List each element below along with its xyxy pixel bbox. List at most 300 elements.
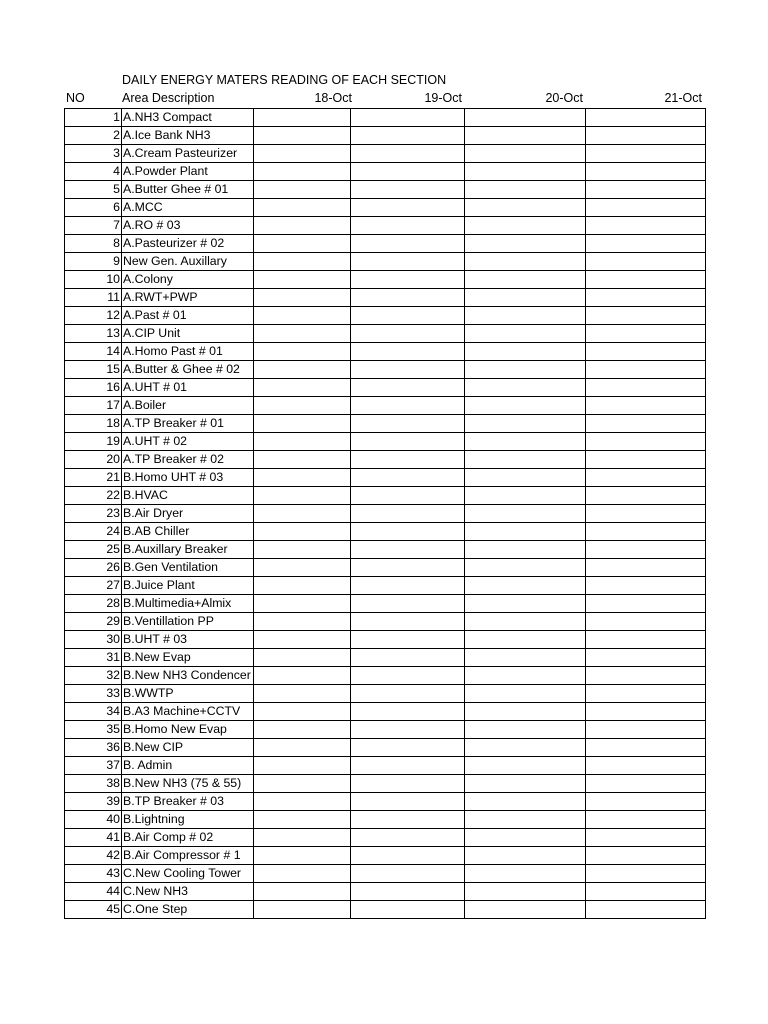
reading-cell-date-1[interactable]	[254, 253, 351, 271]
reading-cell-date-3[interactable]	[465, 793, 586, 811]
reading-cell-date-1[interactable]	[254, 127, 351, 145]
table-row	[65, 775, 706, 793]
reading-cell-date-3[interactable]	[465, 343, 586, 361]
reading-cell-date-3[interactable]	[465, 181, 586, 199]
reading-cell-date-2[interactable]	[351, 649, 465, 667]
reading-cell-date-2[interactable]	[351, 811, 465, 829]
row-number: 5	[65, 181, 122, 199]
row-number: 25	[65, 541, 122, 559]
reading-cell-date-4[interactable]	[586, 505, 706, 523]
reading-cell-date-2[interactable]	[351, 793, 465, 811]
reading-cell-date-3[interactable]	[465, 379, 586, 397]
area-description-cell: A.Boiler	[122, 397, 254, 415]
row-number: 41	[65, 829, 122, 847]
reading-cell-date-4[interactable]	[586, 559, 706, 577]
row-number: 26	[65, 559, 122, 577]
row-number: 12	[65, 307, 122, 325]
reading-cell-date-1[interactable]	[254, 163, 351, 181]
area-description-cell: B.Air Compressor # 1	[122, 847, 254, 865]
reading-cell-date-1[interactable]	[254, 505, 351, 523]
row-number: 10	[65, 271, 122, 289]
reading-cell-date-3[interactable]	[465, 649, 586, 667]
area-description-cell: A.Butter & Ghee # 02	[122, 361, 254, 379]
reading-cell-date-3[interactable]	[465, 739, 586, 757]
reading-cell-date-2[interactable]	[351, 631, 465, 649]
table-row	[65, 289, 706, 307]
row-number: 30	[65, 631, 122, 649]
reading-cell-date-4[interactable]	[586, 325, 706, 343]
reading-cell-date-3[interactable]	[465, 325, 586, 343]
area-description-cell: B.Auxillary Breaker	[122, 541, 254, 559]
reading-cell-date-1[interactable]	[254, 235, 351, 253]
row-number: 7	[65, 217, 122, 235]
reading-cell-date-4[interactable]	[586, 433, 706, 451]
reading-cell-date-4[interactable]	[586, 631, 706, 649]
row-number: 21	[65, 469, 122, 487]
reading-cell-date-3[interactable]	[465, 865, 586, 883]
reading-cell-date-4[interactable]	[586, 145, 706, 163]
row-number: 35	[65, 721, 122, 739]
area-description-cell: B.AB Chiller	[122, 523, 254, 541]
area-description-cell: A.UHT # 02	[122, 433, 254, 451]
reading-cell-date-3[interactable]	[465, 361, 586, 379]
area-description-cell: B.New Evap	[122, 649, 254, 667]
reading-cell-date-3[interactable]	[465, 163, 586, 181]
reading-cell-date-1[interactable]	[254, 649, 351, 667]
reading-cell-date-2[interactable]	[351, 109, 465, 127]
row-number: 38	[65, 775, 122, 793]
table-row	[65, 721, 706, 739]
reading-cell-date-4[interactable]	[586, 451, 706, 469]
row-number: 45	[65, 901, 122, 919]
reading-cell-date-3[interactable]	[465, 235, 586, 253]
area-description-cell: A.MCC	[122, 199, 254, 217]
reading-cell-date-2[interactable]	[351, 559, 465, 577]
reading-cell-date-4[interactable]	[586, 739, 706, 757]
reading-cell-date-4[interactable]	[586, 577, 706, 595]
reading-cell-date-1[interactable]	[254, 541, 351, 559]
area-description-cell: A.Powder Plant	[122, 163, 254, 181]
reading-cell-date-1[interactable]	[254, 325, 351, 343]
row-number: 22	[65, 487, 122, 505]
reading-cell-date-4[interactable]	[586, 307, 706, 325]
area-description-cell: A.TP Breaker # 01	[122, 415, 254, 433]
header-date-2: 19-Oct	[424, 91, 462, 105]
row-number: 2	[65, 127, 122, 145]
reading-cell-date-4[interactable]	[586, 271, 706, 289]
reading-cell-date-4[interactable]	[586, 613, 706, 631]
reading-cell-date-2[interactable]	[351, 235, 465, 253]
reading-cell-date-3[interactable]	[465, 613, 586, 631]
reading-cell-date-2[interactable]	[351, 685, 465, 703]
row-number: 42	[65, 847, 122, 865]
reading-cell-date-1[interactable]	[254, 199, 351, 217]
table-row	[65, 757, 706, 775]
reading-cell-date-1[interactable]	[254, 775, 351, 793]
reading-cell-date-4[interactable]	[586, 829, 706, 847]
table-row	[65, 523, 706, 541]
reading-cell-date-1[interactable]	[254, 829, 351, 847]
reading-cell-date-2[interactable]	[351, 541, 465, 559]
reading-cell-date-2[interactable]	[351, 577, 465, 595]
reading-cell-date-4[interactable]	[586, 217, 706, 235]
reading-cell-date-2[interactable]	[351, 703, 465, 721]
reading-cell-date-2[interactable]	[351, 289, 465, 307]
reading-cell-date-3[interactable]	[465, 469, 586, 487]
reading-cell-date-2[interactable]	[351, 127, 465, 145]
header-date-3: 20-Oct	[545, 91, 583, 105]
area-description-cell: B.New NH3 (75 & 55)	[122, 775, 254, 793]
reading-cell-date-2[interactable]	[351, 163, 465, 181]
reading-cell-date-1[interactable]	[254, 415, 351, 433]
reading-cell-date-3[interactable]	[465, 883, 586, 901]
table-row	[65, 685, 706, 703]
area-description-cell: A.Colony	[122, 271, 254, 289]
reading-cell-date-4[interactable]	[586, 685, 706, 703]
reading-cell-date-3[interactable]	[465, 721, 586, 739]
area-description-cell: B.Ventillation PP	[122, 613, 254, 631]
reading-cell-date-4[interactable]	[586, 289, 706, 307]
reading-cell-date-1[interactable]	[254, 631, 351, 649]
table-row	[65, 451, 706, 469]
area-description-cell: A.Ice Bank NH3	[122, 127, 254, 145]
reading-cell-date-4[interactable]	[586, 595, 706, 613]
reading-cell-date-1[interactable]	[254, 469, 351, 487]
table-row	[65, 667, 706, 685]
reading-cell-date-2[interactable]	[351, 361, 465, 379]
reading-cell-date-1[interactable]	[254, 739, 351, 757]
reading-cell-date-1[interactable]	[254, 703, 351, 721]
reading-cell-date-4[interactable]	[586, 487, 706, 505]
row-number: 14	[65, 343, 122, 361]
reading-cell-date-3[interactable]	[465, 289, 586, 307]
reading-cell-date-1[interactable]	[254, 811, 351, 829]
reading-cell-date-3[interactable]	[465, 559, 586, 577]
area-description-cell: B.Air Dryer	[122, 505, 254, 523]
row-number: 36	[65, 739, 122, 757]
table-row	[65, 415, 706, 433]
row-number: 19	[65, 433, 122, 451]
table-row	[65, 271, 706, 289]
reading-cell-date-1[interactable]	[254, 721, 351, 739]
reading-cell-date-3[interactable]	[465, 703, 586, 721]
reading-cell-date-2[interactable]	[351, 415, 465, 433]
table-row	[65, 883, 706, 901]
reading-cell-date-1[interactable]	[254, 685, 351, 703]
reading-cell-date-4[interactable]	[586, 757, 706, 775]
reading-cell-date-1[interactable]	[254, 271, 351, 289]
reading-cell-date-2[interactable]	[351, 721, 465, 739]
reading-cell-date-2[interactable]	[351, 487, 465, 505]
area-description-cell: B.New CIP	[122, 739, 254, 757]
reading-cell-date-3[interactable]	[465, 307, 586, 325]
table-row	[65, 577, 706, 595]
table-row	[65, 847, 706, 865]
table-row	[65, 649, 706, 667]
reading-cell-date-2[interactable]	[351, 829, 465, 847]
table-row	[65, 181, 706, 199]
reading-cell-date-3[interactable]	[465, 685, 586, 703]
reading-cell-date-1[interactable]	[254, 559, 351, 577]
reading-cell-date-2[interactable]	[351, 451, 465, 469]
row-number: 27	[65, 577, 122, 595]
reading-cell-date-2[interactable]	[351, 613, 465, 631]
reading-cell-date-3[interactable]	[465, 397, 586, 415]
reading-cell-date-1[interactable]	[254, 487, 351, 505]
reading-cell-date-1[interactable]	[254, 883, 351, 901]
table-row	[65, 703, 706, 721]
reading-cell-date-3[interactable]	[465, 631, 586, 649]
reading-cell-date-4[interactable]	[586, 415, 706, 433]
reading-cell-date-1[interactable]	[254, 757, 351, 775]
reading-cell-date-1[interactable]	[254, 361, 351, 379]
table-row	[65, 253, 706, 271]
reading-cell-date-2[interactable]	[351, 379, 465, 397]
area-description-cell: C.New Cooling Tower	[122, 865, 254, 883]
reading-cell-date-2[interactable]	[351, 667, 465, 685]
header-area-description: Area Description	[122, 91, 215, 105]
reading-cell-date-3[interactable]	[465, 523, 586, 541]
area-description-cell: A.UHT # 01	[122, 379, 254, 397]
reading-cell-date-1[interactable]	[254, 577, 351, 595]
table-row	[65, 469, 706, 487]
row-number: 37	[65, 757, 122, 775]
header-no: NO	[66, 91, 85, 105]
row-number: 39	[65, 793, 122, 811]
reading-cell-date-1[interactable]	[254, 109, 351, 127]
area-description-cell: B.HVAC	[122, 487, 254, 505]
reading-cell-date-3[interactable]	[465, 577, 586, 595]
reading-cell-date-3[interactable]	[465, 541, 586, 559]
reading-cell-date-2[interactable]	[351, 325, 465, 343]
row-number: 4	[65, 163, 122, 181]
reading-cell-date-4[interactable]	[586, 793, 706, 811]
row-number: 8	[65, 235, 122, 253]
row-number: 6	[65, 199, 122, 217]
reading-cell-date-2[interactable]	[351, 739, 465, 757]
reading-cell-date-1[interactable]	[254, 289, 351, 307]
reading-cell-date-1[interactable]	[254, 523, 351, 541]
area-description-cell: B.Juice Plant	[122, 577, 254, 595]
reading-cell-date-1[interactable]	[254, 433, 351, 451]
row-number: 1	[65, 109, 122, 127]
reading-cell-date-4[interactable]	[586, 379, 706, 397]
area-description-cell: B.Multimedia+Almix	[122, 595, 254, 613]
reading-cell-date-4[interactable]	[586, 361, 706, 379]
reading-cell-date-3[interactable]	[465, 829, 586, 847]
reading-cell-date-4[interactable]	[586, 667, 706, 685]
header-date-4: 21-Oct	[664, 91, 702, 105]
area-description-cell: A.Past # 01	[122, 307, 254, 325]
area-description-cell: B.Homo UHT # 03	[122, 469, 254, 487]
area-description-cell: B.Homo New Evap	[122, 721, 254, 739]
reading-cell-date-2[interactable]	[351, 505, 465, 523]
meter-reading-table	[64, 108, 706, 919]
reading-cell-date-4[interactable]	[586, 721, 706, 739]
reading-cell-date-1[interactable]	[254, 667, 351, 685]
reading-cell-date-3[interactable]	[465, 757, 586, 775]
row-number: 13	[65, 325, 122, 343]
reading-cell-date-3[interactable]	[465, 127, 586, 145]
reading-cell-date-3[interactable]	[465, 775, 586, 793]
table-row	[65, 145, 706, 163]
column-header-row	[64, 89, 704, 108]
reading-cell-date-1[interactable]	[254, 847, 351, 865]
row-number: 34	[65, 703, 122, 721]
reading-cell-date-3[interactable]	[465, 271, 586, 289]
reading-cell-date-3[interactable]	[465, 667, 586, 685]
area-description-cell: B.Gen Ventilation	[122, 559, 254, 577]
reading-cell-date-1[interactable]	[254, 865, 351, 883]
table-row	[65, 559, 706, 577]
reading-cell-date-2[interactable]	[351, 307, 465, 325]
reading-cell-date-3[interactable]	[465, 145, 586, 163]
reading-cell-date-4[interactable]	[586, 181, 706, 199]
reading-cell-date-3[interactable]	[465, 253, 586, 271]
row-number: 40	[65, 811, 122, 829]
reading-cell-date-2[interactable]	[351, 595, 465, 613]
reading-cell-date-2[interactable]	[351, 397, 465, 415]
reading-cell-date-2[interactable]	[351, 343, 465, 361]
table-body	[65, 109, 706, 919]
reading-cell-date-1[interactable]	[254, 595, 351, 613]
reading-cell-date-1[interactable]	[254, 343, 351, 361]
reading-cell-date-2[interactable]	[351, 847, 465, 865]
reading-cell-date-1[interactable]	[254, 901, 351, 919]
reading-cell-date-2[interactable]	[351, 775, 465, 793]
reading-cell-date-4[interactable]	[586, 127, 706, 145]
reading-cell-date-2[interactable]	[351, 469, 465, 487]
reading-cell-date-2[interactable]	[351, 271, 465, 289]
reading-cell-date-4[interactable]	[586, 523, 706, 541]
table-row	[65, 325, 706, 343]
reading-cell-date-4[interactable]	[586, 775, 706, 793]
row-number: 3	[65, 145, 122, 163]
reading-cell-date-1[interactable]	[254, 793, 351, 811]
reading-cell-date-4[interactable]	[586, 343, 706, 361]
table-row	[65, 739, 706, 757]
reading-cell-date-2[interactable]	[351, 253, 465, 271]
reading-cell-date-4[interactable]	[586, 541, 706, 559]
row-number: 15	[65, 361, 122, 379]
reading-cell-date-1[interactable]	[254, 379, 351, 397]
row-number: 9	[65, 253, 122, 271]
area-description-cell: A.CIP Unit	[122, 325, 254, 343]
area-description-cell: B.Air Comp # 02	[122, 829, 254, 847]
reading-cell-date-1[interactable]	[254, 613, 351, 631]
reading-cell-date-3[interactable]	[465, 433, 586, 451]
reading-cell-date-4[interactable]	[586, 883, 706, 901]
reading-cell-date-4[interactable]	[586, 163, 706, 181]
table-row	[65, 163, 706, 181]
reading-cell-date-3[interactable]	[465, 487, 586, 505]
reading-cell-date-4[interactable]	[586, 865, 706, 883]
reading-cell-date-1[interactable]	[254, 397, 351, 415]
reading-cell-date-1[interactable]	[254, 451, 351, 469]
reading-cell-date-3[interactable]	[465, 109, 586, 127]
table-row	[65, 829, 706, 847]
reading-cell-date-2[interactable]	[351, 901, 465, 919]
row-number: 32	[65, 667, 122, 685]
reading-cell-date-3[interactable]	[465, 217, 586, 235]
reading-cell-date-4[interactable]	[586, 469, 706, 487]
reading-cell-date-1[interactable]	[254, 145, 351, 163]
reading-cell-date-4[interactable]	[586, 847, 706, 865]
area-description-cell: A.RWT+PWP	[122, 289, 254, 307]
reading-cell-date-2[interactable]	[351, 181, 465, 199]
table-row	[65, 199, 706, 217]
area-description-cell: B.TP Breaker # 03	[122, 793, 254, 811]
table-row	[65, 505, 706, 523]
reading-cell-date-4[interactable]	[586, 397, 706, 415]
table-row	[65, 901, 706, 919]
reading-cell-date-4[interactable]	[586, 901, 706, 919]
reading-cell-date-3[interactable]	[465, 901, 586, 919]
table-row	[65, 631, 706, 649]
table-row	[65, 379, 706, 397]
reading-cell-date-4[interactable]	[586, 109, 706, 127]
table-row	[65, 487, 706, 505]
row-number: 33	[65, 685, 122, 703]
area-description-cell: B. Admin	[122, 757, 254, 775]
reading-cell-date-4[interactable]	[586, 235, 706, 253]
reading-cell-date-2[interactable]	[351, 523, 465, 541]
area-description-cell: A.Homo Past # 01	[122, 343, 254, 361]
area-description-cell: C.New NH3	[122, 883, 254, 901]
row-number: 31	[65, 649, 122, 667]
table-row	[65, 433, 706, 451]
area-description-cell: B.WWTP	[122, 685, 254, 703]
reading-cell-date-3[interactable]	[465, 847, 586, 865]
reading-cell-date-4[interactable]	[586, 253, 706, 271]
table-row	[65, 343, 706, 361]
reading-cell-date-4[interactable]	[586, 703, 706, 721]
reading-cell-date-2[interactable]	[351, 865, 465, 883]
reading-cell-date-4[interactable]	[586, 199, 706, 217]
sheet-title: DAILY ENERGY MATERS READING OF EACH SECTION	[122, 73, 447, 87]
reading-cell-date-2[interactable]	[351, 883, 465, 901]
table-row	[65, 235, 706, 253]
reading-cell-date-3[interactable]	[465, 415, 586, 433]
reading-cell-date-2[interactable]	[351, 145, 465, 163]
area-description-cell: B.A3 Machine+CCTV	[122, 703, 254, 721]
reading-cell-date-3[interactable]	[465, 451, 586, 469]
row-number: 24	[65, 523, 122, 541]
row-number: 28	[65, 595, 122, 613]
reading-cell-date-2[interactable]	[351, 217, 465, 235]
table-row	[65, 541, 706, 559]
reading-cell-date-3[interactable]	[465, 199, 586, 217]
area-description-cell: New Gen. Auxillary	[122, 253, 254, 271]
area-description-cell: A.TP Breaker # 02	[122, 451, 254, 469]
table-row	[65, 397, 706, 415]
header-date-1: 18-Oct	[314, 91, 352, 105]
table-row	[65, 595, 706, 613]
reading-cell-date-1[interactable]	[254, 181, 351, 199]
reading-cell-date-2[interactable]	[351, 757, 465, 775]
reading-cell-date-1[interactable]	[254, 217, 351, 235]
reading-cell-date-2[interactable]	[351, 433, 465, 451]
reading-cell-date-3[interactable]	[465, 811, 586, 829]
area-description-cell: A.NH3 Compact	[122, 109, 254, 127]
reading-cell-date-2[interactable]	[351, 199, 465, 217]
area-description-cell: B.Lightning	[122, 811, 254, 829]
reading-cell-date-1[interactable]	[254, 307, 351, 325]
reading-cell-date-4[interactable]	[586, 811, 706, 829]
reading-cell-date-4[interactable]	[586, 649, 706, 667]
reading-cell-date-3[interactable]	[465, 595, 586, 613]
reading-cell-date-3[interactable]	[465, 505, 586, 523]
